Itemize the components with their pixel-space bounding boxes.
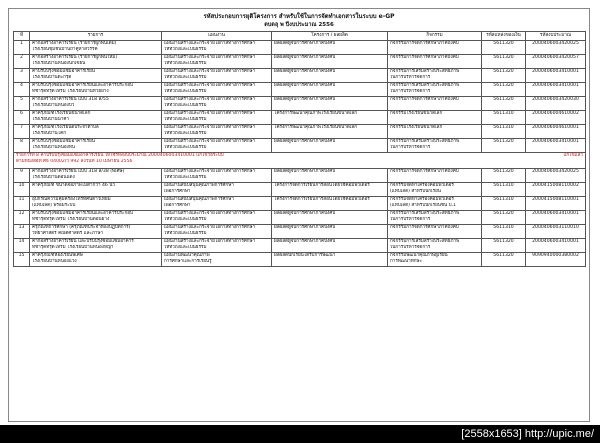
table-row (14, 211, 586, 225)
column-header: รายการ (30, 32, 162, 41)
cell-line: โครงการจัดการเรียนการสอนโดยใช้คอมพิวเตอร์ (274, 197, 370, 202)
cell-line: ให้ทั่วถึงและเป็นธรรม (164, 131, 207, 137)
row-number: 10 (14, 183, 30, 197)
budget-code-cell: 2000406003410001 (526, 139, 586, 153)
budget-code-cell: 2000406003410001 (526, 69, 586, 83)
project-cell (272, 83, 388, 97)
cell-line: ค่าปรับปรุงซ่อมแซมอาคารเรียนและอาคารประกอบ (32, 211, 133, 216)
cell-line: ให้ทั่วถึงและเป็นธรรม (164, 175, 207, 181)
cell-line: ผลผลิตผู้จบการศึกษาภาคบังคับ (274, 55, 336, 60)
activity-cell (388, 225, 482, 239)
document-title: รหัสประกอบการยุติโครงการ สำหรับใช้ในการจัดทำเอกสารในระบบ e-GP (203, 13, 395, 20)
item-cell (30, 139, 162, 153)
cell-line: ค่าก่อสร้างอาคารเรียน และปรับปรุงซ่อมแซมอาคาร (32, 239, 134, 244)
activity-cell (388, 197, 482, 211)
source-code-cell: 5611310 (482, 125, 526, 139)
item-cell (30, 83, 162, 97)
cell-line: โครงการพัฒนาคุณภาพโรงเรียนขนาดเล็ก (274, 111, 358, 116)
image-host-bar (0, 425, 600, 443)
budget-code-cell: 9090940000380002 (526, 253, 586, 267)
cell-line: (แท็บเล็ต) สำหรับนักเรียน (390, 189, 441, 195)
cell-line: การพัฒนาทักษะ (390, 259, 423, 265)
cell-line: ให้ทั่วถึงและเป็นธรรม (164, 145, 207, 151)
activity-cell (388, 239, 482, 253)
activity-cell (388, 41, 482, 55)
cell-line: แผนงานสร้างและกระจายโอกาสทางการศึกษา (164, 41, 256, 46)
cell-line: แผนงานสร้างและกระจายโอกาสทางการศึกษา (164, 55, 256, 60)
project-cell (272, 225, 388, 239)
item-cell (30, 239, 162, 253)
cell-line: กิจกรรมการจัดการศึกษาภาคบังคับ (390, 169, 459, 174)
activity-cell (388, 211, 482, 225)
source-code-cell: 5611310 (482, 225, 526, 239)
budget-code-cell: 2000406003420057 (526, 55, 586, 69)
source-code-cell: 5611310 (482, 183, 526, 197)
table-row (14, 41, 586, 55)
column-header: กิจกรรม (388, 32, 482, 41)
cell-line: ค่าก่อสร้างอาคารเรียน แบบ 318 ล/55 (32, 97, 109, 102)
cell-line: ผลผลิตผู้จบการศึกษาภาคบังคับ (274, 169, 336, 174)
table-row (14, 111, 586, 125)
cell-line: แผนงานสร้างและกระจายโอกาสทางการศึกษา (164, 97, 256, 102)
budget-code-cell: 2000406003410001 (526, 211, 586, 225)
cell-line: ผลผลิตผู้จบการศึกษาภาคบังคับ (274, 139, 336, 144)
row-number: 13 (14, 225, 30, 239)
project-cell (272, 253, 388, 267)
correction-note (14, 153, 586, 169)
project-cell (272, 139, 388, 153)
table-row (14, 125, 586, 139)
project-cell (272, 239, 388, 253)
item-cell (30, 211, 162, 225)
source-code-cell: 5611320 (482, 55, 526, 69)
cell-line: แผนงานสร้างและกระจายโอกาสทางการศึกษา (164, 69, 256, 74)
cell-line: ให้ทั่วถึงและเป็นธรรม (164, 245, 207, 251)
cell-line: การศึกษาและการเรียนรู้ (164, 259, 212, 265)
cell-line: โรงเรียนบ้านโคก (32, 131, 67, 137)
source-code-cell: 5611320 (482, 211, 526, 225)
budget-code-cell: 2000406003420025 (526, 169, 586, 183)
row-number: 3 (14, 69, 30, 83)
row-number: 1 (14, 41, 30, 55)
cell-line: โรงเรียนบ้านหนองบัว (32, 103, 75, 109)
cell-line: กิจกรรมการเสริมสร้างประสิทธิภาพ (390, 211, 460, 216)
table-row (14, 69, 586, 83)
cell-line: ค่าปรับปรุงซ่อมแซมอาคารเรียน (32, 139, 95, 144)
cell-line: ผลผลิตผู้จบการศึกษาภาคบังคับ (274, 69, 336, 74)
plan-cell (162, 169, 272, 183)
table-header-row (14, 32, 586, 41)
cell-line: กิจกรรมการจัดการศึกษาภาคบังคับ (390, 41, 459, 46)
cell-line: ผลผลิตผู้จบการศึกษาภาคบังคับ (274, 211, 336, 216)
item-cell (30, 97, 162, 111)
activity-cell (388, 253, 482, 267)
plan-cell (162, 97, 272, 111)
budget-code-table (13, 31, 586, 267)
item-cell (30, 125, 162, 139)
item-cell (30, 253, 162, 267)
cell-line: กิจกรรมการเสริมสร้างประสิทธิภาพ (390, 239, 460, 244)
budget-code-cell: 2000406003110010 (526, 225, 586, 239)
row-number: 8 (14, 139, 30, 153)
row-number: 11 (14, 197, 30, 211)
cell-line: แผนงานสร้างและกระจายโอกาสทางการศึกษา (164, 83, 256, 88)
cell-line: ค่าครุภัณฑ์ ขนาดจอภาพไม่ต่ำกว่า 46 นิ้ว (32, 183, 116, 188)
budget-code-cell: 2000406003410001 (526, 239, 586, 253)
project-cell (272, 125, 388, 139)
cell-line: ผลผลิตผู้จบการศึกษาภาคบังคับ (274, 83, 336, 88)
row-number: 4 (14, 83, 30, 97)
cell-line: ค่าครุภัณฑ์โรงเรียนขนาดเล็ก (32, 111, 91, 116)
activity-cell (388, 83, 482, 97)
cell-line: ในการบริหารจัดการ (390, 245, 431, 251)
image-host-text: [2558x1653] http://upic.me/ (461, 428, 594, 440)
document-frame (8, 8, 590, 422)
table-row (14, 139, 586, 153)
cell-line: เพื่อการศึกษา (164, 203, 191, 209)
activity-cell (388, 97, 482, 111)
cell-line: ให้ทั่วถึงและเป็นธรรม (164, 47, 207, 53)
budget-code-cell: 2000415008110002 (526, 183, 586, 197)
source-code-cell: 5611320 (482, 169, 526, 183)
plan-cell (162, 55, 272, 69)
cell-line: โรงเรียนบ้านดอนแดง (32, 175, 75, 181)
row-number: 12 (14, 211, 30, 225)
source-code-cell: 5611320 (482, 83, 526, 97)
source-code-cell: 5611320 (482, 41, 526, 55)
plan-cell (162, 111, 272, 125)
project-cell (272, 55, 388, 69)
cell-line: ให้ทั่วถึงและเป็นธรรม (164, 103, 207, 109)
source-code-cell: 5611320 (482, 139, 526, 153)
column-header: โครงการ / ผลผลิต (272, 32, 388, 41)
cell-line: ที่ชำรุดทรุดโทรม โรงเรียนบ้านหนองหญ้า (32, 245, 114, 251)
table-row (14, 225, 586, 239)
cell-line: ให้ทั่วถึงและเป็นธรรม (164, 89, 207, 95)
correction-note-row (14, 153, 586, 169)
cell-line: โรงเรียนบ้านนาคำ (32, 117, 70, 123)
project-cell (272, 97, 388, 111)
source-code-cell: 5611320 (482, 239, 526, 253)
cell-line: ครุภัณฑ์การศึกษา (ครุภัณฑ์ประจำห้องปฏิบัติการ) (32, 225, 131, 230)
column-header: ที่ (14, 32, 30, 41)
plan-cell (162, 69, 272, 83)
cell-line: แผนงานสนับสนุนคุณภาพการศึกษา (164, 183, 234, 188)
plan-cell (162, 211, 272, 225)
document-subtitle: ตบตลุ พ ปีงบประมาณ 2556 (264, 22, 334, 28)
cell-line: โครงการพัฒนาคุณภาพโรงเรียนขนาดเล็ก (274, 125, 358, 130)
cell-line: วิทยาศาสตร์ คณิตศาสตร์ และภาษา (32, 231, 104, 237)
budget-code-cell: 2000406003420025 (526, 41, 586, 55)
source-code-cell: 5611320 (482, 69, 526, 83)
plan-cell (162, 83, 272, 97)
cell-line: แผนงานสร้างและกระจายโอกาสทางการศึกษา (164, 239, 256, 244)
cell-line: กิจกรรมโรงเรียนขนาดเล็ก (390, 111, 443, 116)
budget-code-cell: 2000415008110001 (526, 197, 586, 211)
cell-line: ผลผลิตนักเรียนได้รับการพัฒนา (274, 253, 336, 258)
plan-cell (162, 139, 272, 153)
cell-line: แผนงานสนับสนุนคุณภาพการศึกษา (164, 197, 234, 202)
table-row (14, 197, 586, 211)
cell-line: ในการบริหารจัดการ (390, 89, 431, 95)
activity-cell (388, 55, 482, 69)
cell-line: แผนงานสร้างและกระจายโอกาสทางการศึกษา (164, 111, 256, 116)
cell-line: อุปกรณ์ความคุ้มครองโทรทัศน์ดาวเทียม (32, 197, 111, 202)
cell-line: กิจกรรมการจัดการศึกษาภาคบังคับ (390, 225, 459, 230)
cell-line: ในการบริหารจัดการ (390, 217, 431, 223)
cell-line: แผนงานสร้างและกระจายโอกาสทางการศึกษา (164, 211, 256, 216)
cell-line: กิจกรรมการจัดการศึกษาภาคบังคับ (390, 55, 459, 60)
cell-line: (แท็บเล็ต) สำหรับนักเรียนชั้น ป.1 (390, 203, 456, 209)
item-cell (30, 197, 162, 211)
cell-line: กิจกรรมการจัดการศึกษาภาคบังคับ (390, 97, 459, 102)
item-cell (30, 111, 162, 125)
cell-line: ค่าครุภัณฑ์โรงเรียนดีประจำตำบล (32, 125, 99, 130)
cell-line: ให้ทั่วถึงและเป็นธรรม (164, 117, 207, 123)
project-cell (272, 169, 388, 183)
table-row (14, 83, 586, 97)
cell-line: ค่าปรับปรุงซ่อมแซมอาคารเรียน (32, 69, 95, 74)
cell-line: ค่าก่อสร้างอาคารเรียน (รายการผูกพันเดิม) (32, 41, 117, 46)
project-cell (272, 211, 388, 225)
project-cell (272, 197, 388, 211)
table-row (14, 253, 586, 267)
cell-line: ค่าก่อสร้างอาคารเรียน แบบ 318 ล/38 (พิเศษ) (32, 169, 125, 174)
cell-line: ผลผลิตผู้จบการศึกษาภาคบังคับ (274, 97, 336, 102)
cell-line: กิจกรรมจัดหาเครื่องคอมพิวเตอร์ (390, 197, 454, 202)
cell-line: ในการบริหารจัดการ (390, 145, 431, 151)
activity-cell (388, 69, 482, 83)
cell-line: โรงเรียนชุมชนบ้านถ้ำคูหาสวรรค์ (32, 47, 98, 53)
cell-line: ให้ทั่วถึงและเป็นธรรม (164, 231, 207, 237)
cell-line: ค่าปรับปรุงซ่อมแซมอาคารเรียนและอาคารประกอบ (32, 83, 133, 88)
cell-line: ค่าก่อสร้างอาคารเรียน (รายการผูกพันใหม่) (32, 55, 118, 60)
project-cell (272, 111, 388, 125)
budget-code-cell: 2000406003410001 (526, 83, 586, 97)
table-row (14, 97, 586, 111)
cell-line: แผนงานสร้างและกระจายโอกาสทางการศึกษา (164, 225, 256, 230)
cell-line: กิจกรรมพัฒนาคุณภาพผู้เรียน (390, 253, 448, 258)
plan-cell (162, 197, 272, 211)
cell-line: เพื่อการศึกษา (164, 189, 191, 195)
item-cell (30, 69, 162, 83)
cell-line: กิจกรรมการเสริมสร้างประสิทธิภาพ (390, 69, 460, 74)
cell-line: ให้ทั่วถึงและเป็นธรรม (164, 217, 207, 223)
budget-code-cell: 2000406004610002 (526, 111, 586, 125)
plan-cell (162, 183, 272, 197)
cell-line: ให้ทั่วถึงและเป็นธรรม (164, 61, 207, 67)
cell-line: ในการบริหารจัดการ (390, 75, 431, 81)
column-header: แผนงาน (162, 32, 272, 41)
cell-line: ให้ทั่วถึงและเป็นธรรม (164, 75, 207, 81)
row-number: 7 (14, 125, 30, 139)
cell-line: กิจกรรมการเสริมสร้างประสิทธิภาพ (390, 139, 460, 144)
cell-line: โรงเรียนบ้านหนองแวง (32, 259, 77, 265)
correction-status: แก้ไขแล้ว (563, 153, 583, 158)
column-header: รหัสงบประมาณ (526, 32, 586, 41)
cell-line: โรงเรียนบ้านหนองนกเขียน (32, 61, 86, 67)
correction-note-line: รายการที่ 8 ค่าปรับปรุงซ่อมแซมอาคารเรียน ให้ใช้รหัสงบประมาณ 2000406003410001 แก้ไขวิธีระบบ (16, 153, 224, 158)
cell-line: แผนงานสร้างและกระจายโอกาสทางการศึกษา (164, 169, 256, 174)
item-cell (30, 183, 162, 197)
row-number: 9 (14, 169, 30, 183)
activity-cell (388, 125, 482, 139)
cell-line: กิจกรรมการเสริมสร้างประสิทธิภาพ (390, 83, 460, 88)
cell-line: โรงเรียนบ้านหนองหิน (32, 145, 76, 151)
table-body (14, 41, 586, 267)
item-cell (30, 169, 162, 183)
cell-line: ที่ชำรุดทรุดโทรม โรงเรียนบ้านดอนยาง (32, 217, 110, 223)
item-cell (30, 41, 162, 55)
budget-code-cell: 2000406003420030 (526, 97, 586, 111)
cell-line: (แท็บเล็ต) พร้อมระบบ (32, 203, 76, 209)
cell-line: กิจกรรมจัดหาเครื่องคอมพิวเตอร์ (390, 183, 454, 188)
table-row (14, 55, 586, 69)
activity-cell (388, 169, 482, 183)
activity-cell (388, 111, 482, 125)
project-cell (272, 69, 388, 83)
activity-cell (388, 183, 482, 197)
correction-note-line: ตามหนังสือที่ ศธ 04002/ว 992 ลงวันที่ 10 เมษายน 2556 (16, 159, 133, 165)
row-number: 5 (14, 97, 30, 111)
plan-cell (162, 253, 272, 267)
cell-line: โครงการจัดการเรียนการสอนโดยใช้คอมพิวเตอร์ (274, 183, 370, 188)
cell-line: แผนงานสร้างและกระจายโอกาสทางการศึกษา (164, 139, 256, 144)
plan-cell (162, 225, 272, 239)
row-number: 14 (14, 239, 30, 253)
table-row (14, 169, 586, 183)
cell-line: ที่ชำรุดทรุดโทรม โรงเรียนบ้านห้วยยาง (32, 89, 109, 95)
source-code-cell: 5611320 (482, 253, 526, 267)
source-code-cell: 5611310 (482, 197, 526, 211)
row-number: 15 (14, 253, 30, 267)
cell-line: โรงเรียนบ้านตะกรุด (32, 75, 72, 81)
plan-cell (162, 239, 272, 253)
document-header (9, 9, 589, 29)
column-header: รหัสแหล่งของเงิน (482, 32, 526, 41)
project-cell (272, 41, 388, 55)
source-code-cell: 5611320 (482, 97, 526, 111)
table-row (14, 183, 586, 197)
cell-line: ค่าครุภัณฑ์ห้องเรียนพิเศษ (32, 253, 83, 258)
cell-line: แผนงานพัฒนาคุณภาพ (164, 253, 210, 258)
item-cell (30, 225, 162, 239)
cell-line: แผนงานสร้างและกระจายโอกาสทางการศึกษา (164, 125, 256, 130)
plan-cell (162, 41, 272, 55)
table-row (14, 239, 586, 253)
budget-code-cell: 2000406004610001 (526, 125, 586, 139)
cell-line: ผลผลิตผู้จบการศึกษาภาคบังคับ (274, 239, 336, 244)
plan-cell (162, 125, 272, 139)
row-number: 2 (14, 55, 30, 69)
cell-line: ผลผลิตผู้จบการศึกษาภาคบังคับ (274, 41, 336, 46)
cell-line: ผลผลิตผู้จบการศึกษาภาคบังคับ (274, 225, 336, 230)
project-cell (272, 183, 388, 197)
row-number: 6 (14, 111, 30, 125)
source-code-cell: 5611310 (482, 111, 526, 125)
activity-cell (388, 139, 482, 153)
item-cell (30, 55, 162, 69)
cell-line: กิจกรรมโรงเรียนขนาดเล็ก (390, 125, 443, 130)
